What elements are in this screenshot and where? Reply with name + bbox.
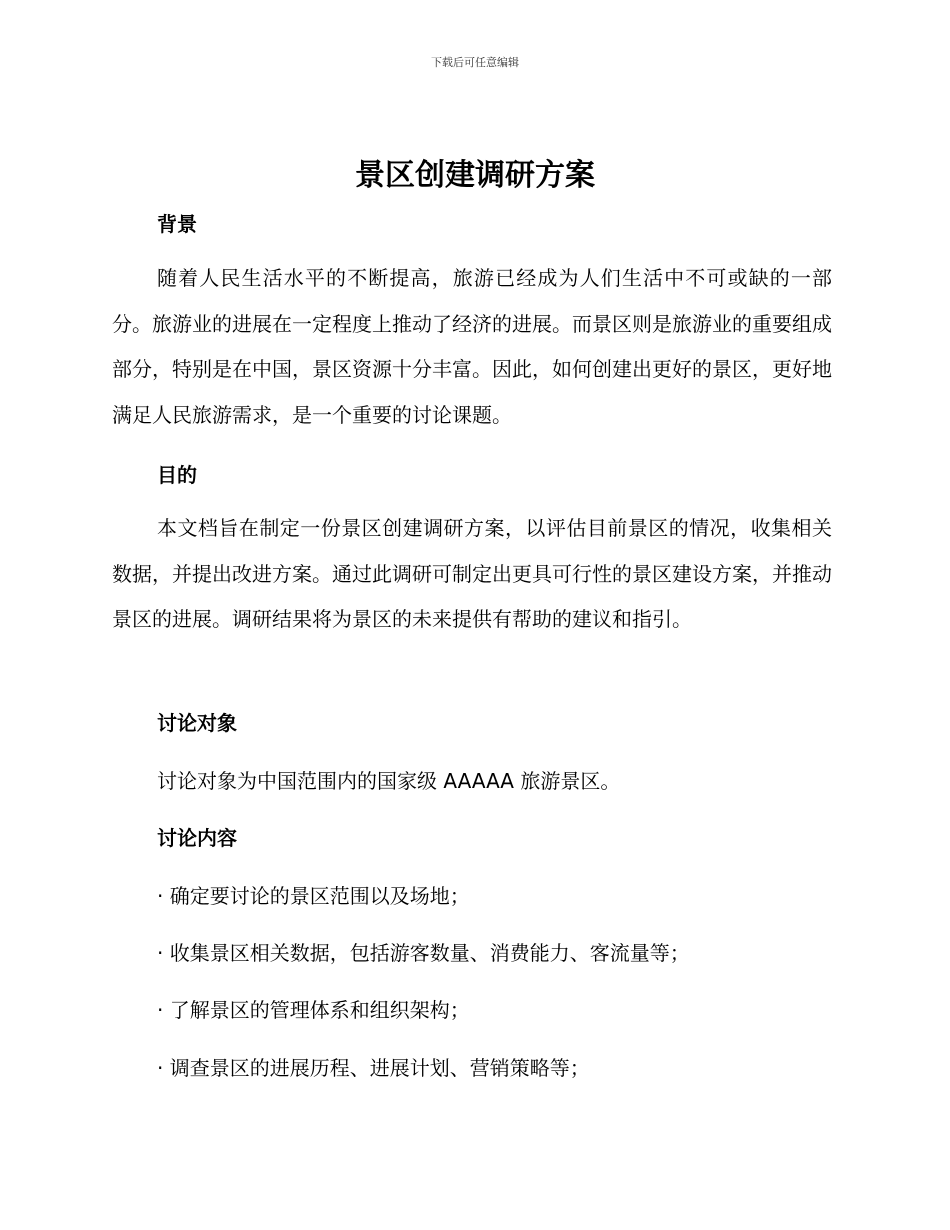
section-heading-object: 讨论对象 [157,711,237,735]
paragraph-purpose: 本文档旨在制定一份景区创建调研方案，以评估目前景区的情况，收集相关数据，并提出改进方案。通过此调研可制定出更具可行性的景区建设方案，并推动景区的进展。调研结果将为景区的未来提供有帮助的建议和指引。 [112,516,832,631]
paragraph-background: 随着人民生活水平的不断提高，旅游已经成为人们生活中不可或缺的一部分。旅游业的进展在一定程度上推动了经济的进展。而景区则是旅游业的重要组成部分，特别是在中国，景区资源十分丰富。因此，如何创建出更好的景区，更好地满足人民旅游需求，是一个重要的讨论课题。 [112,266,832,427]
document-title: 景区创建调研方案 [355,158,595,193]
list-item: · 了解景区的管理体系和组织架构； [157,998,470,1022]
list-item: · 收集景区相关数据，包括游客数量、消费能力、客流量等； [157,941,690,965]
list-item: · 调查景区的进展历程、进展计划、营销策略等； [157,1056,590,1080]
section-heading-content: 讨论内容 [157,826,237,850]
page-header-note: 下载后可任意编辑 [431,56,519,69]
section-heading-purpose: 目的 [157,463,197,487]
section-heading-background: 背景 [157,212,197,236]
paragraph-object: 讨论对象为中国范围内的国家级 AAAAA 旅游景区。 [157,769,621,793]
list-item: · 确定要讨论的景区范围以及场地； [157,884,470,908]
